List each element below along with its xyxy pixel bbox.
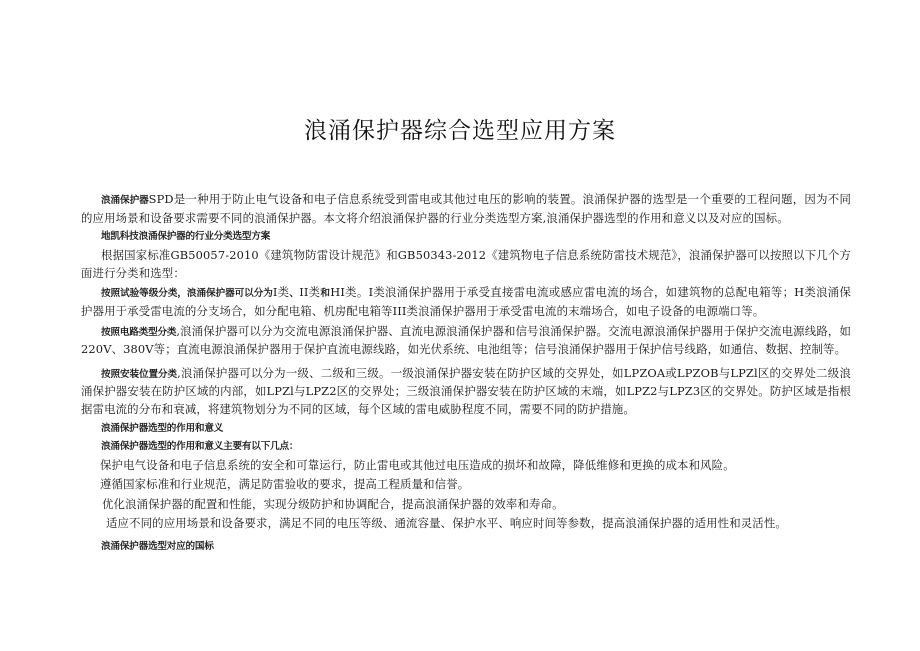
- circuit-type-lead: 按照电路类型分类: [101, 326, 177, 338]
- purpose-point: 遵循国家标准和行业规范，满足防雷验收的要求，提高工程质量和信誉。: [100, 477, 470, 492]
- purpose-point: 保护电气设备和电子信息系统的安全和可靠运行，防止雷电或其他过电压造成的损坏和故障，降低维修和更换的成本和风险。: [100, 457, 735, 472]
- circuit-type-text: ,浪涌保护器可以分为交流电源浪涌保护器、直流电源浪涌保护器和信号浪涌保护器。交流电源浪涌保护器用于保护交流电源线路，如220V、380V等；直流电源浪涌保护器用于保护直流电源线路，如光伏系统、电池组等；信号浪涌保护器用于保护信号线路，如通信、数据、控制等。: [81, 323, 851, 357]
- intro-paragraph: [81, 191, 851, 227]
- test-level-text: 。Ⅰ类浪涌保护器用于承受直接雷电流或感应雷电流的场合，如建筑物的总配电箱等；H类浪涌保护器用于承受雷电流的分支场合，如分配电箱、机房配电箱等III类浪涌保护器用于承受雷电流的末端场合，如电子设备的电源端口等。: [81, 285, 852, 318]
- standard-paragraph: 根据国家标准GB50057-2010《建筑物防雷设计规范》和GB50343-2012《建筑物电子信息系统防雷技术规范》，浪涌保护器可以按照以下几个方面进行分类和选型：: [81, 248, 851, 280]
- section-heading-classification: 地凯科技浪涌保护器的行业分类选型方案: [101, 231, 271, 243]
- class-iii-label: HI类: [330, 285, 357, 300]
- purpose-subheading: 浪涌保护器选型的作用和意义主要有以下几点：: [101, 440, 299, 452]
- intro-text: SPD是一种用于防止电气设备和电子信息系统受到雷电或其他过电压的影响的装置。浪涌保护器的选型是一个重要的工程问题，因为不同的应用场景和设备要求需要不同的浪涌保护器。本文将介绍浪涌保护器的行业分类选型方案,浪涌保护器选型的作用和意义以及对应的国标。: [81, 192, 851, 225]
- class-ii-label: II类: [299, 285, 321, 300]
- test-level-lead: 按照试验等级分类，浪涌保护器可以分为: [101, 288, 273, 300]
- document-title: 浪涌保护器综合选型应用方案: [304, 118, 616, 144]
- intro-lead: 浪涌保护器: [101, 195, 149, 206]
- section-heading-purpose: 浪涌保护器选型的作用和意义: [101, 422, 224, 434]
- class-i-label: Ⅰ类: [272, 285, 290, 300]
- circuit-type-paragraph: [81, 323, 851, 359]
- section-heading-standards: 浪涌保护器选型对应的国标: [101, 540, 214, 552]
- purpose-point: 优化浪涌保护器的配置和性能，实现分级防护和协调配合，提高浪涌保护器的效率和寿命。: [102, 496, 564, 511]
- install-position-lead: 按照安装位置分类: [101, 368, 178, 380]
- separator: 、: [289, 288, 300, 300]
- document-body: [81, 191, 851, 557]
- and-word: 和: [320, 288, 331, 300]
- install-position-paragraph: [81, 365, 851, 419]
- install-position-text: ,浪涌保护器可以分为一级、二级和三级。一级浪涌保护器安装在防护区域的交界处，如LPZOA或LPZOB与LPZl区的交界处二级浪涌保护器安装在防护区域的内部，如LPZl与LPZ2区的交界处；三级浪涌保护器安装在防护区域的末端，如LPZ2与LPZ3区的交界处。防护区域是指根据雷电流的分布和衰减，将建筑物划分为不同的区域，每个区域的雷电威胁程度不同，需要不同的防护措施。: [81, 365, 851, 416]
- test-level-paragraph: [81, 284, 851, 320]
- purpose-point: 适应不同的应用场景和设备要求，满足不同的电压等级、通流容量、保护水平、响应时间等参数，提高浪涌保护器的适用性和灵活性。: [106, 516, 787, 531]
